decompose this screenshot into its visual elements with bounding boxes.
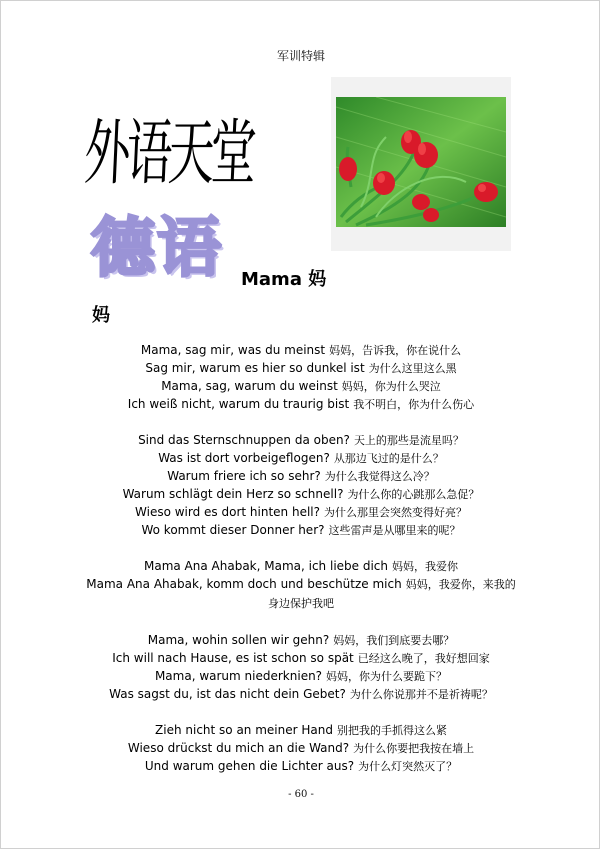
poem-title-continuation: 妈 bbox=[92, 305, 110, 326]
poem-line: Warum schlägt dein Herz so schnell? 为什么你的心跳那么急促？ bbox=[122, 487, 480, 501]
poem-line: Zieh nicht so an meiner Hand 别把我的手抓得这么紧 bbox=[155, 723, 447, 737]
poem-line: Und warum gehen die Lichter aus? 为什么灯突然灭了？ bbox=[144, 759, 458, 773]
poem-line: Mama, sag, warum du weinst 妈妈，你为什么哭泣 bbox=[161, 379, 441, 393]
tulips-photo bbox=[331, 77, 511, 251]
poem-line: Ich weiß nicht, warum du traurig bist 我不明白，你为什么伤心 bbox=[127, 397, 475, 411]
red-tulips-photo-icon bbox=[336, 97, 506, 227]
running-header: 军训特辑 bbox=[276, 49, 325, 63]
poem-line: Mama Ana Ahabak, komm doch und beschütze mich 妈妈，我爱你，来我的身边保护我吧 bbox=[86, 577, 516, 610]
poem-line: Sind das Sternschnuppen da oben? 天上的那些是流星吗？ bbox=[138, 433, 464, 447]
poem-line: Was ist dort vorbeigeflogen? 从那边飞过的是什么？ bbox=[158, 451, 444, 465]
poem-line: Wieso drückst du mich an die Wand? 为什么你要把我按在墙上 bbox=[127, 741, 475, 755]
poem-line: Was sagst du, ist das nicht dein Gebet? 为什么你说那并不是祈祷呢？ bbox=[109, 687, 493, 701]
poem-line: Wieso wird es dort hinten hell? 为什么那里会突然变得好亮？ bbox=[135, 505, 467, 519]
poem-line: Mama, sag mir, was du meinst 妈妈，告诉我，你在说什么 bbox=[140, 343, 462, 357]
poem-title: Mama 妈 bbox=[241, 269, 327, 290]
page-number: - 60 - bbox=[288, 789, 314, 800]
poem-line: Ich will nach Hause, es ist schon so spät 已经这么晚了，我好想回家 bbox=[112, 651, 490, 665]
poem-line: Sag mir, warum es hier so dunkel ist 为什么这里这么黑 bbox=[145, 361, 457, 375]
poem-line: Mama, wohin sollen wir gehn? 妈妈，我们到底要去哪？ bbox=[147, 633, 455, 647]
poem-line: Mama Ana Ahabak, Mama, ich liebe dich 妈妈，我爱你 bbox=[143, 559, 458, 573]
poem-line: Wo kommt dieser Donner her? 这些雷声是从哪里来的呢？ bbox=[141, 523, 461, 537]
wordart-foreign-language-heaven: 外语天堂 bbox=[82, 110, 255, 195]
poem-line: Mama, warum niederknien? 妈妈，你为什么要跪下？ bbox=[154, 669, 448, 683]
poem-line: Warum friere ich so sehr? 为什么我觉得这么冷？ bbox=[167, 469, 435, 483]
wordart-german: 德语 bbox=[91, 211, 223, 286]
poem-body bbox=[61, 341, 541, 775]
